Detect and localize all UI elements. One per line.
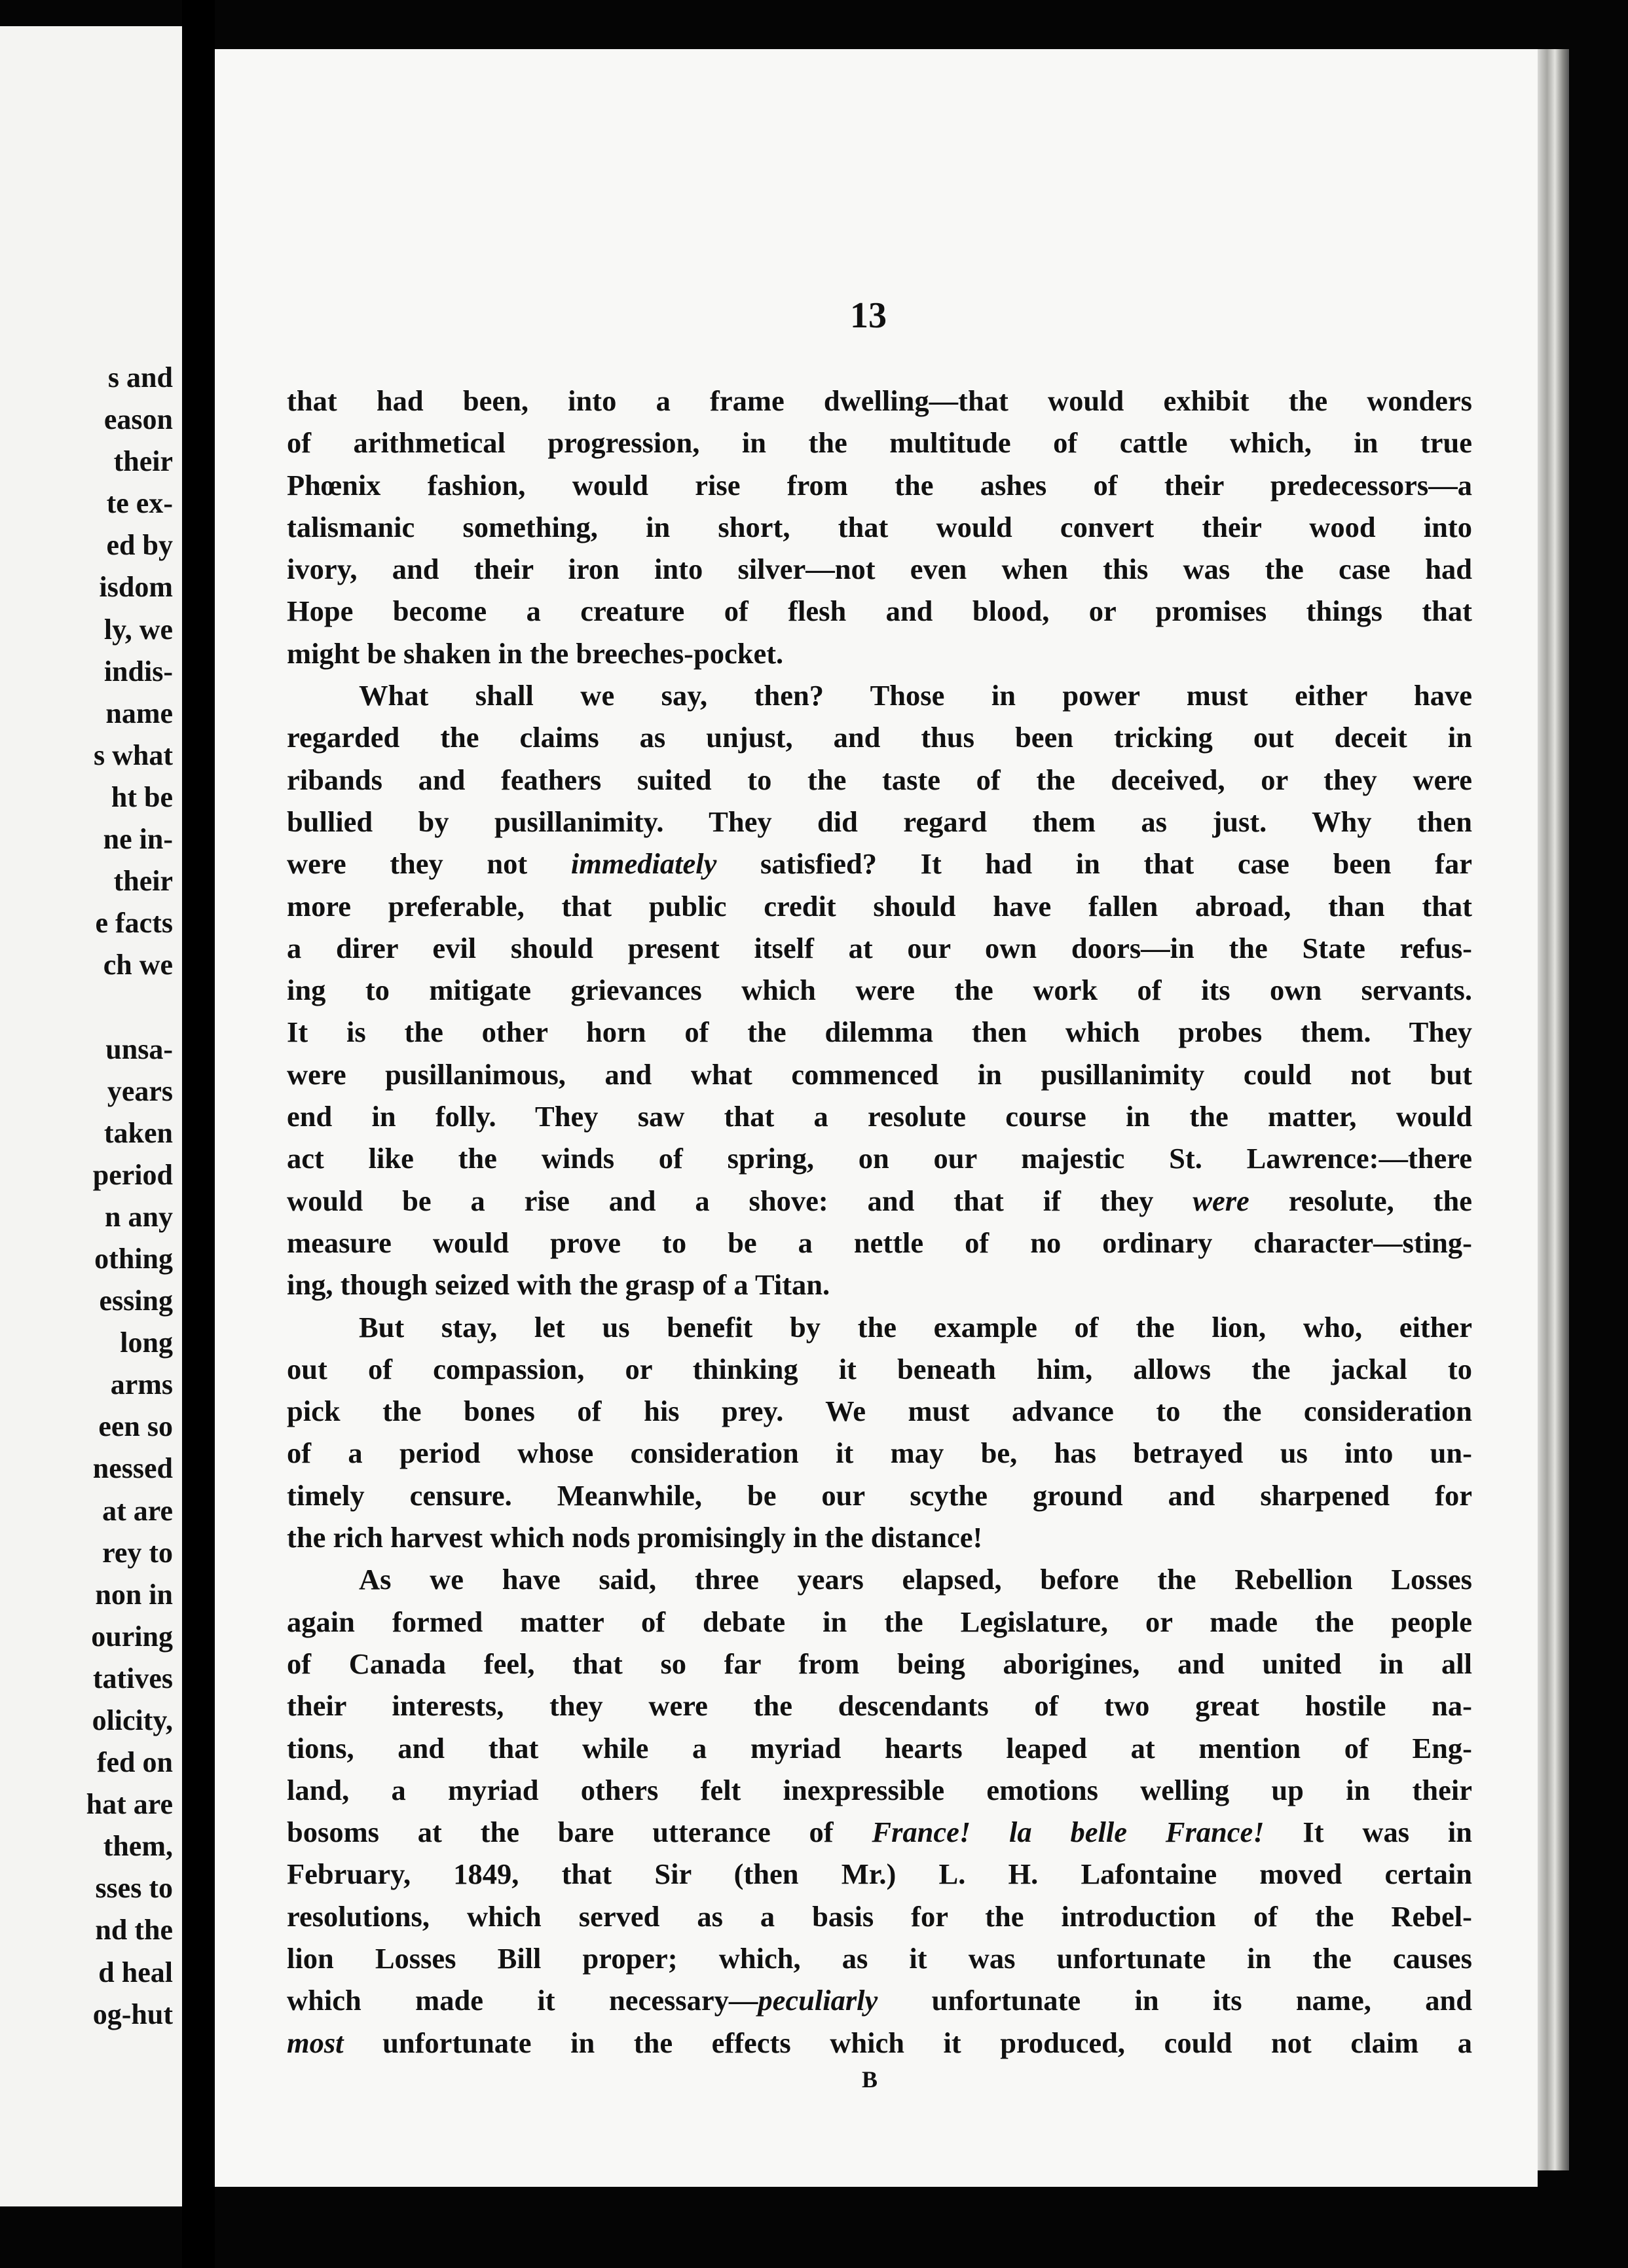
previous-page-fragment [0,26,182,2206]
text-line: As we have said, three years elapsed, before the Rebellion Losses [359,1563,1472,1596]
text-line: end in folly. They saw that a resolute course in the matter, would [287,1100,1472,1133]
text-line: pick the bones of his prey. We must advance to the consideration [287,1395,1472,1428]
previous-page-line: og-hut [92,1998,173,2030]
text-line: would be a rise and a shove: and that if they were resolute, the [287,1184,1472,1217]
text-line: of a period whose consideration it may be, has betrayed us into un- [287,1436,1472,1470]
text-line: ing, though seized with the grasp of a Titan. [287,1268,830,1302]
previous-page-text [86,357,173,2036]
text-line: the rich harvest which nods promisingly in the distance! [287,1521,983,1554]
text-line: more preferable, that public credit should have fallen abroad, than that [287,889,1472,923]
previous-page-line: n any [105,1200,173,1233]
previous-page-line: years [107,1074,173,1107]
text-line: lion Losses Bill proper; which, as it was unfortunate in the causes [287,1941,1472,1975]
previous-page-line: them, [103,1830,173,1863]
page-edge [1538,49,1569,2170]
previous-page-line: fed on [96,1746,173,1779]
previous-page-line: unsa- [105,1033,173,1065]
text-line: of Canada feel, that so far from being aborigines, and united in all [287,1647,1472,1680]
previous-page-line: ly, we [103,613,173,646]
text-line: land, a myriad others felt inexpressible emotions welling up in their [287,1773,1472,1806]
text-line: that had been, into a frame dwelling—that would exhibit the wonders [287,384,1472,417]
previous-page-line: arms [110,1368,173,1401]
previous-page-line: olicity, [92,1704,173,1736]
text-line: talismanic something, in short, that would convert their wood into [287,510,1472,543]
previous-page-line: at are [102,1494,173,1527]
text-line: might be shaken in the breeches-pocket. [287,636,784,670]
previous-page-line: isdom [99,571,173,604]
text-line: timely censure. Meanwhile, be our scythe ground and sharpened for [287,1478,1472,1512]
text-line: February, 1849, that Sir (then Mr.) L. H. Lafontaine moved certain [287,1857,1472,1891]
text-line: their interests, they were the descendants of two great hostile na- [287,1689,1472,1723]
previous-page-line: nessed [92,1452,173,1485]
previous-page-line: te ex- [106,487,173,520]
previous-page-line: taken [103,1116,173,1149]
previous-page-line: hat are [86,1788,173,1821]
text-line: which made it necessary—peculiarly unfortunate in its name, and [287,1984,1473,2017]
text-line: measure would prove to be a nettle of no ordinary character—sting- [287,1226,1472,1259]
text-line: a direr evil should present itself at our own doors—in the State refus- [287,931,1472,964]
previous-page-line: ouring [91,1620,173,1653]
previous-page-line: long [120,1326,173,1359]
text-line: Phœnix fashion, would rise from the ashes of their predecessors—a [287,468,1472,502]
previous-page-line: ed by [106,529,173,562]
previous-page-line: nd the [95,1914,173,1947]
text-line: ing to mitigate grievances which were the work of its own servants. [287,974,1472,1007]
text-line: bullied by pusillanimity. They did regard them as just. Why then [287,805,1472,838]
previous-page-line: s and [107,361,173,393]
text-line: out of compassion, or thinking it beneath him, allows the jackal to [287,1352,1472,1385]
text-line: ribands and feathers suited to the taste of the deceived, or they were [287,763,1472,796]
page-number: 13 [850,295,887,336]
previous-page-line: indis- [103,655,173,687]
text-line: were pusillanimous, and what commenced in pusillanimity could not but [287,1057,1472,1091]
previous-page-line: s what [93,739,173,771]
text-line: most unfortunate in the effects which it produced, could not claim a [287,2026,1472,2059]
page-body-text [287,380,1472,2064]
previous-page-line: their [113,445,173,478]
previous-page-line: ch we [103,949,173,981]
previous-page-line: tatives [92,1662,173,1694]
previous-page-line: eason [103,403,173,436]
previous-page-line: othing [94,1242,173,1275]
previous-page-line: d heal [98,1956,173,1988]
text-line: ivory, and their iron into silver—not even when this was the case had [287,553,1472,586]
previous-page-line: period [92,1158,173,1191]
text-line: again formed matter of debate in the Legislature, or made the people [287,1605,1472,1638]
previous-page-line: their [113,865,173,898]
previous-page-line: e facts [95,907,173,940]
previous-page-line: name [105,697,173,729]
text-line: act like the winds of spring, on our majestic St. Lawrence:—there [287,1142,1472,1175]
text-line: It is the other horn of the dilemma then which probes them. They [287,1015,1472,1049]
previous-page-line: essing [99,1285,173,1317]
text-line: But stay, let us benefit by the example of the lion, who, either [359,1310,1472,1344]
text-line: of arithmetical progression, in the multitude of cattle which, in true [287,426,1472,460]
text-line: tions, and that while a myriad hearts leaped at mention of Eng- [287,1731,1472,1765]
text-line: regarded the claims as unjust, and thus been tricking out deceit in [287,721,1472,754]
text-line: Hope become a creature of flesh and blood, or promises things that [287,594,1472,628]
previous-page-line [86,986,173,1028]
previous-page-line: een so [98,1410,173,1443]
previous-page-line: rey to [102,1536,173,1569]
book-gutter [182,0,215,2268]
previous-page-line: non in [95,1578,173,1611]
text-line: were they not immediately satisfied? It had in that case been far [287,847,1472,881]
signature-mark: B [861,2066,878,2093]
text-line: bosoms at the bare utterance of France! la belle France! It was in [287,1816,1472,1849]
text-line: What shall we say, then? Those in power must either have [359,679,1472,712]
book-page [215,49,1538,2187]
previous-page-line: sses to [95,1872,173,1905]
text-line: resolutions, which served as a basis for the introduction of the Rebel- [287,1899,1472,1933]
previous-page-line: ht be [111,780,173,813]
previous-page-line: ne in- [103,823,173,856]
